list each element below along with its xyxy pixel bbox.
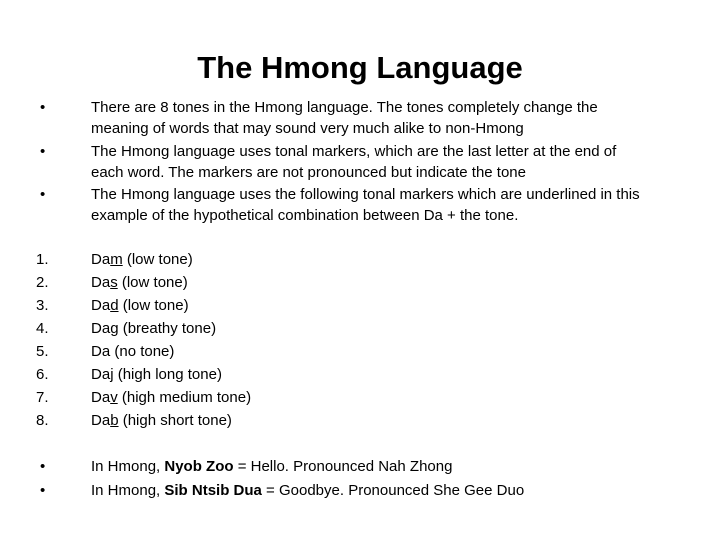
bullet-marker: • <box>40 458 46 475</box>
tone-number: 5. <box>36 343 49 360</box>
bullet-marker: • <box>40 186 46 203</box>
tone-base: Da <box>91 274 111 291</box>
tone-marker: j <box>110 366 114 383</box>
bullet-marker: • <box>40 143 46 160</box>
tone-description: (high long tone) <box>113 366 222 383</box>
tone-number: 4. <box>36 320 49 337</box>
tone-description: (low tone) <box>122 251 193 268</box>
tone-number: 8. <box>36 412 49 429</box>
phrase-pronunciation: She Gee Duo <box>433 482 525 499</box>
tone-marker: g <box>110 320 119 337</box>
tone-description: (breathy tone) <box>118 320 217 337</box>
tone-base: Da <box>91 251 111 268</box>
phrase-middle: = Goodbye. Pronounced <box>261 482 434 499</box>
bullet-line: meaning of words that may sound very much alike to non-Hmong <box>91 120 524 137</box>
bullet-line: The Hmong language uses the following tonal markers which are underlined in this <box>91 186 640 203</box>
bullet-line: each word. The markers are not pronounced but indicate the tone <box>91 164 526 181</box>
tone-marker: v <box>110 389 118 406</box>
tone-description: (no tone) <box>110 343 175 360</box>
phrase-prefix: In Hmong, <box>91 482 165 499</box>
tone-marker: d <box>110 297 119 314</box>
tone-description: (low tone) <box>117 274 188 291</box>
tone-description: (high medium tone) <box>117 389 252 406</box>
tone-base: Da <box>91 343 111 360</box>
tone-number: 2. <box>36 274 49 291</box>
phrase-prefix: In Hmong, <box>91 458 165 475</box>
bullet-line: The Hmong language uses tonal markers, which are the last letter at the end of <box>91 143 617 160</box>
tone-number: 7. <box>36 389 49 406</box>
phrase-pronunciation: Nah Zhong <box>378 458 453 475</box>
slide-title: The Hmong Language <box>197 50 523 85</box>
tone-number: 1. <box>36 251 49 268</box>
tone-base: Da <box>91 320 111 337</box>
tone-base: Da <box>91 366 111 383</box>
phrase-middle: = Hello. Pronounced <box>233 458 379 475</box>
tone-number: 6. <box>36 366 49 383</box>
tone-marker: s <box>110 274 118 291</box>
tone-base: Da <box>91 412 111 429</box>
bullet-marker: • <box>40 482 46 499</box>
tone-description: (high short tone) <box>118 412 232 429</box>
tone-description: (low tone) <box>118 297 189 314</box>
tone-marker: b <box>110 412 119 429</box>
tone-base: Da <box>91 297 111 314</box>
tone-base: Da <box>91 389 111 406</box>
tone-marker: m <box>110 251 123 268</box>
bullet-marker: • <box>40 99 46 116</box>
bullet-line: There are 8 tones in the Hmong language. The tones completely change the <box>91 99 598 116</box>
bullet-line: example of the hypothetical combination between Da + the tone. <box>91 207 519 224</box>
tone-number: 3. <box>36 297 49 314</box>
hmong-phrase: Sib Ntsib Dua <box>164 482 262 499</box>
hmong-phrase: Nyob Zoo <box>164 458 234 475</box>
